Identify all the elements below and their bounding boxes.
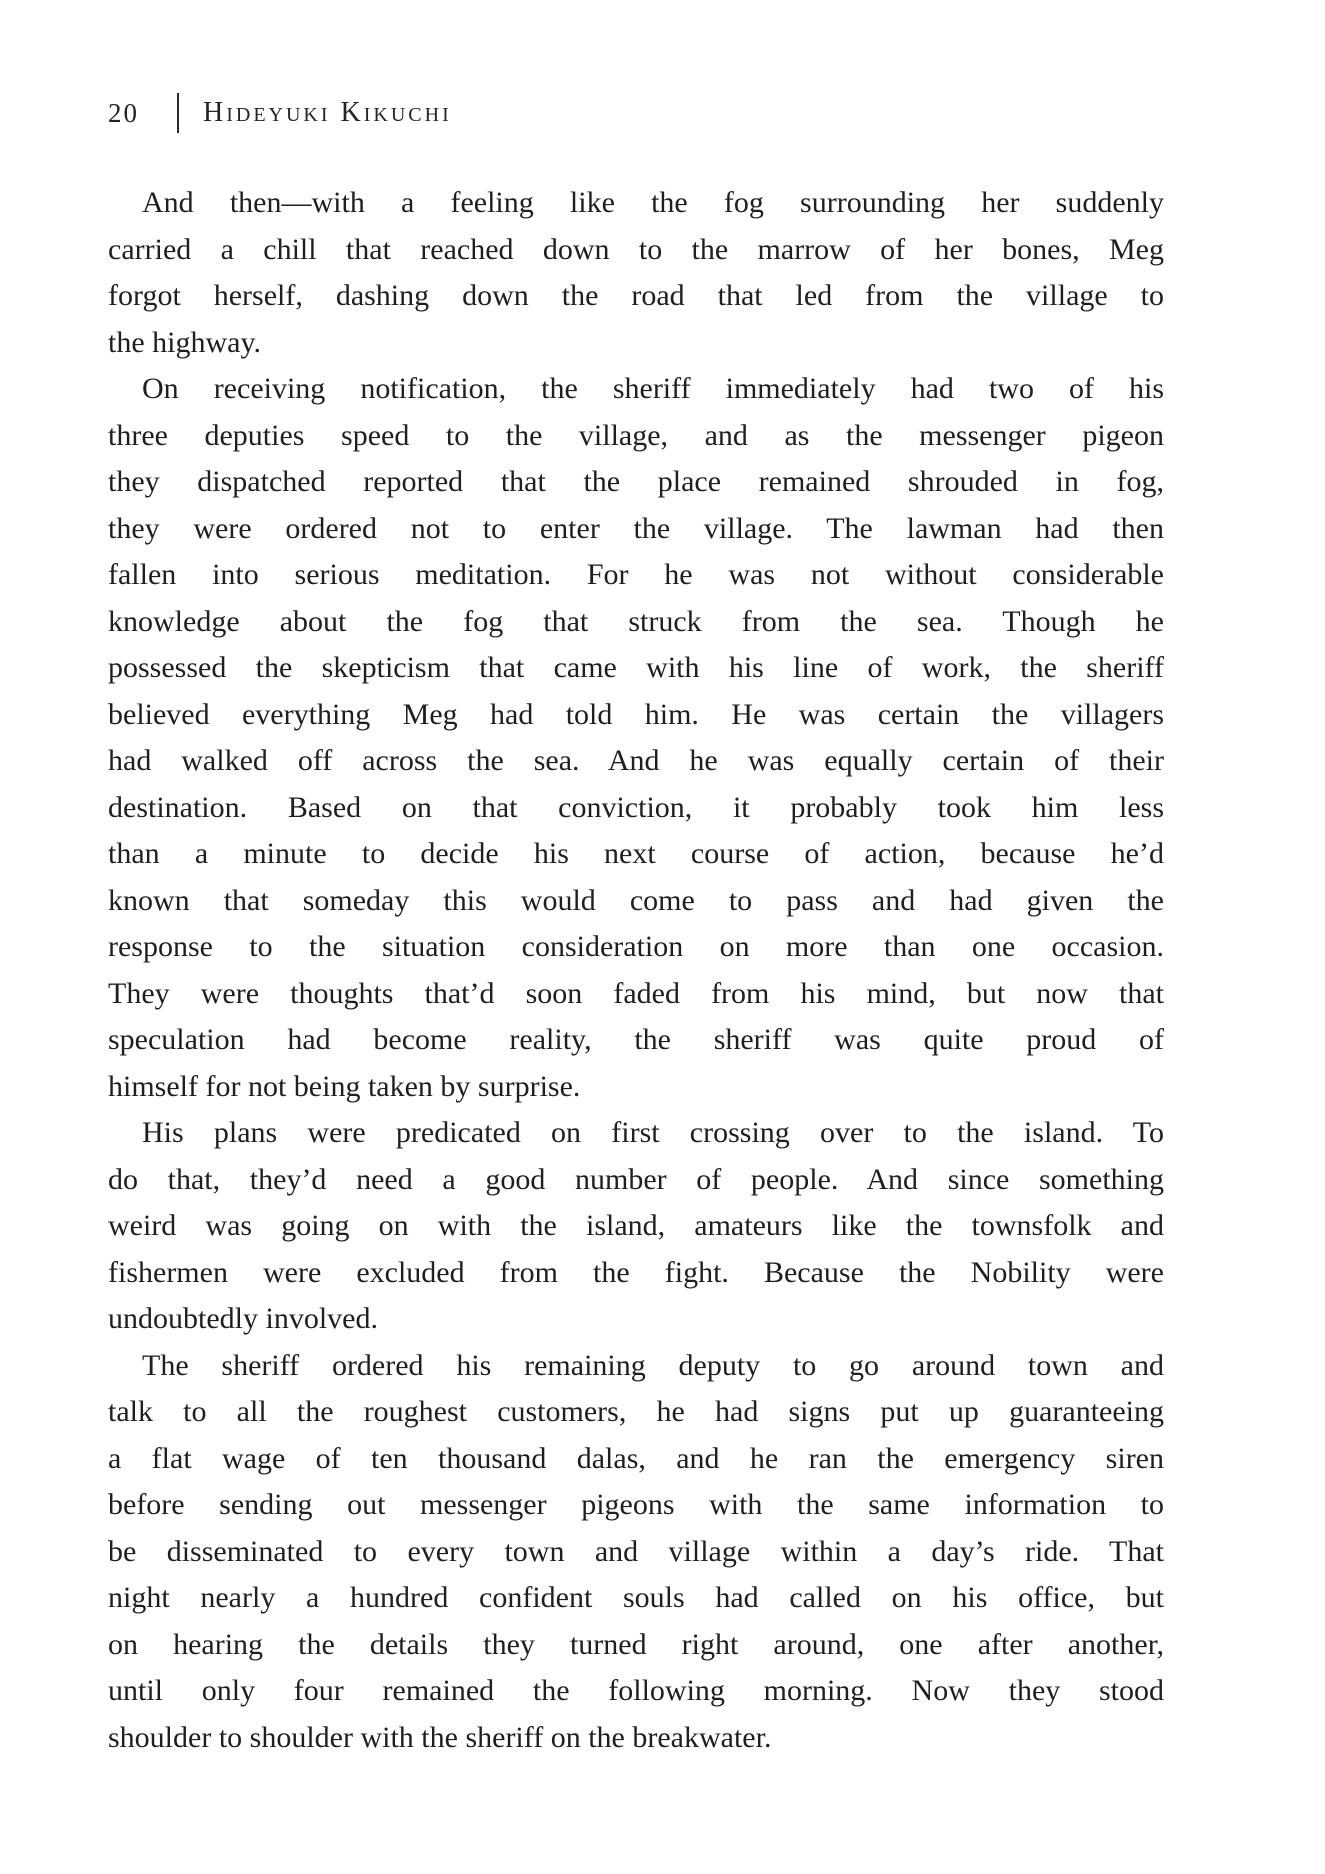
text-line: They were thoughts that’d soon faded from his mind, but now that — [108, 976, 1164, 1010]
page-number: 20 — [108, 97, 139, 128]
text-line: destination. Based on that conviction, it probably took him less — [108, 790, 1164, 824]
text-line: And then—with a feeling like the fog surrounding her suddenly — [142, 186, 1164, 219]
paragraph — [108, 1343, 1164, 1762]
text-line: fishermen were excluded from the fight. Because the Nobility were — [108, 1255, 1164, 1289]
text-line: On receiving notification, the sheriff immediately had two of his — [142, 372, 1164, 405]
text-line: fallen into serious meditation. For he was not without considerable — [108, 558, 1164, 591]
text-line: than a minute to decide his next course of action, because he’d — [108, 837, 1164, 870]
text-line: talk to all the roughest customers, he had signs put up guaranteeing — [108, 1395, 1164, 1428]
page-body — [108, 180, 1164, 1761]
text-line: possessed the skepticism that came with his line of work, the sheriff — [108, 651, 1164, 684]
text-line: The sheriff ordered his remaining deputy to go around town and — [142, 1348, 1164, 1382]
text-line: response to the situation consideration on more than one occasion. — [108, 930, 1164, 963]
paragraph — [108, 180, 1164, 366]
text-line: they dispatched reported that the place remained shrouded in fog, — [108, 465, 1164, 498]
text-line: be disseminated to every town and village within a day’s ride. That — [108, 1534, 1164, 1568]
text-line: before sending out messenger pigeons with the same information to — [108, 1488, 1164, 1521]
text-line: weird was going on with the island, amateurs like the townsfolk and — [108, 1209, 1164, 1242]
running-header — [108, 92, 452, 134]
text-line: His plans were predicated on first crossing over to the island. To — [142, 1116, 1164, 1149]
text-line: knowledge about the fog that struck from the sea. Though he — [108, 604, 1164, 638]
text-line: night nearly a hundred confident souls had called on his office, but — [108, 1581, 1164, 1614]
text-line: on hearing the details they turned right around, one after another, — [108, 1627, 1164, 1661]
text-line: carried a chill that reached down to the marrow of her bones, Meg — [108, 232, 1164, 266]
paragraph — [108, 1110, 1164, 1343]
text-line: himself for not being taken by surprise. — [108, 1069, 581, 1103]
text-line: do that, they’d need a good number of people. And since something — [108, 1162, 1164, 1196]
text-line: had walked off across the sea. And he was equally certain of their — [108, 744, 1164, 777]
text-line: three deputies speed to the village, and as the messenger pigeon — [108, 418, 1164, 452]
text-line: speculation had become reality, the sheriff was quite proud of — [108, 1023, 1164, 1056]
text-line: until only four remained the following morning. Now they stood — [108, 1674, 1164, 1707]
text-line: undoubtedly involved. — [108, 1302, 378, 1335]
author-name: Hideyuki Kikuchi — [203, 97, 452, 128]
text-line: they were ordered not to enter the village. The lawman had then — [108, 511, 1164, 545]
text-line: known that someday this would come to pass and had given the — [108, 883, 1164, 917]
text-line: believed everything Meg had told him. He was certain the villagers — [108, 697, 1164, 731]
text-line: a flat wage of ten thousand dalas, and he ran the emergency siren — [108, 1441, 1164, 1475]
header-divider — [177, 93, 179, 133]
text-line: forgot herself, dashing down the road that led from the village to — [108, 279, 1164, 312]
paragraph — [108, 366, 1164, 1110]
text-line: the highway. — [108, 325, 262, 359]
text-line: shoulder to shoulder with the sheriff on the breakwater. — [108, 1720, 772, 1754]
